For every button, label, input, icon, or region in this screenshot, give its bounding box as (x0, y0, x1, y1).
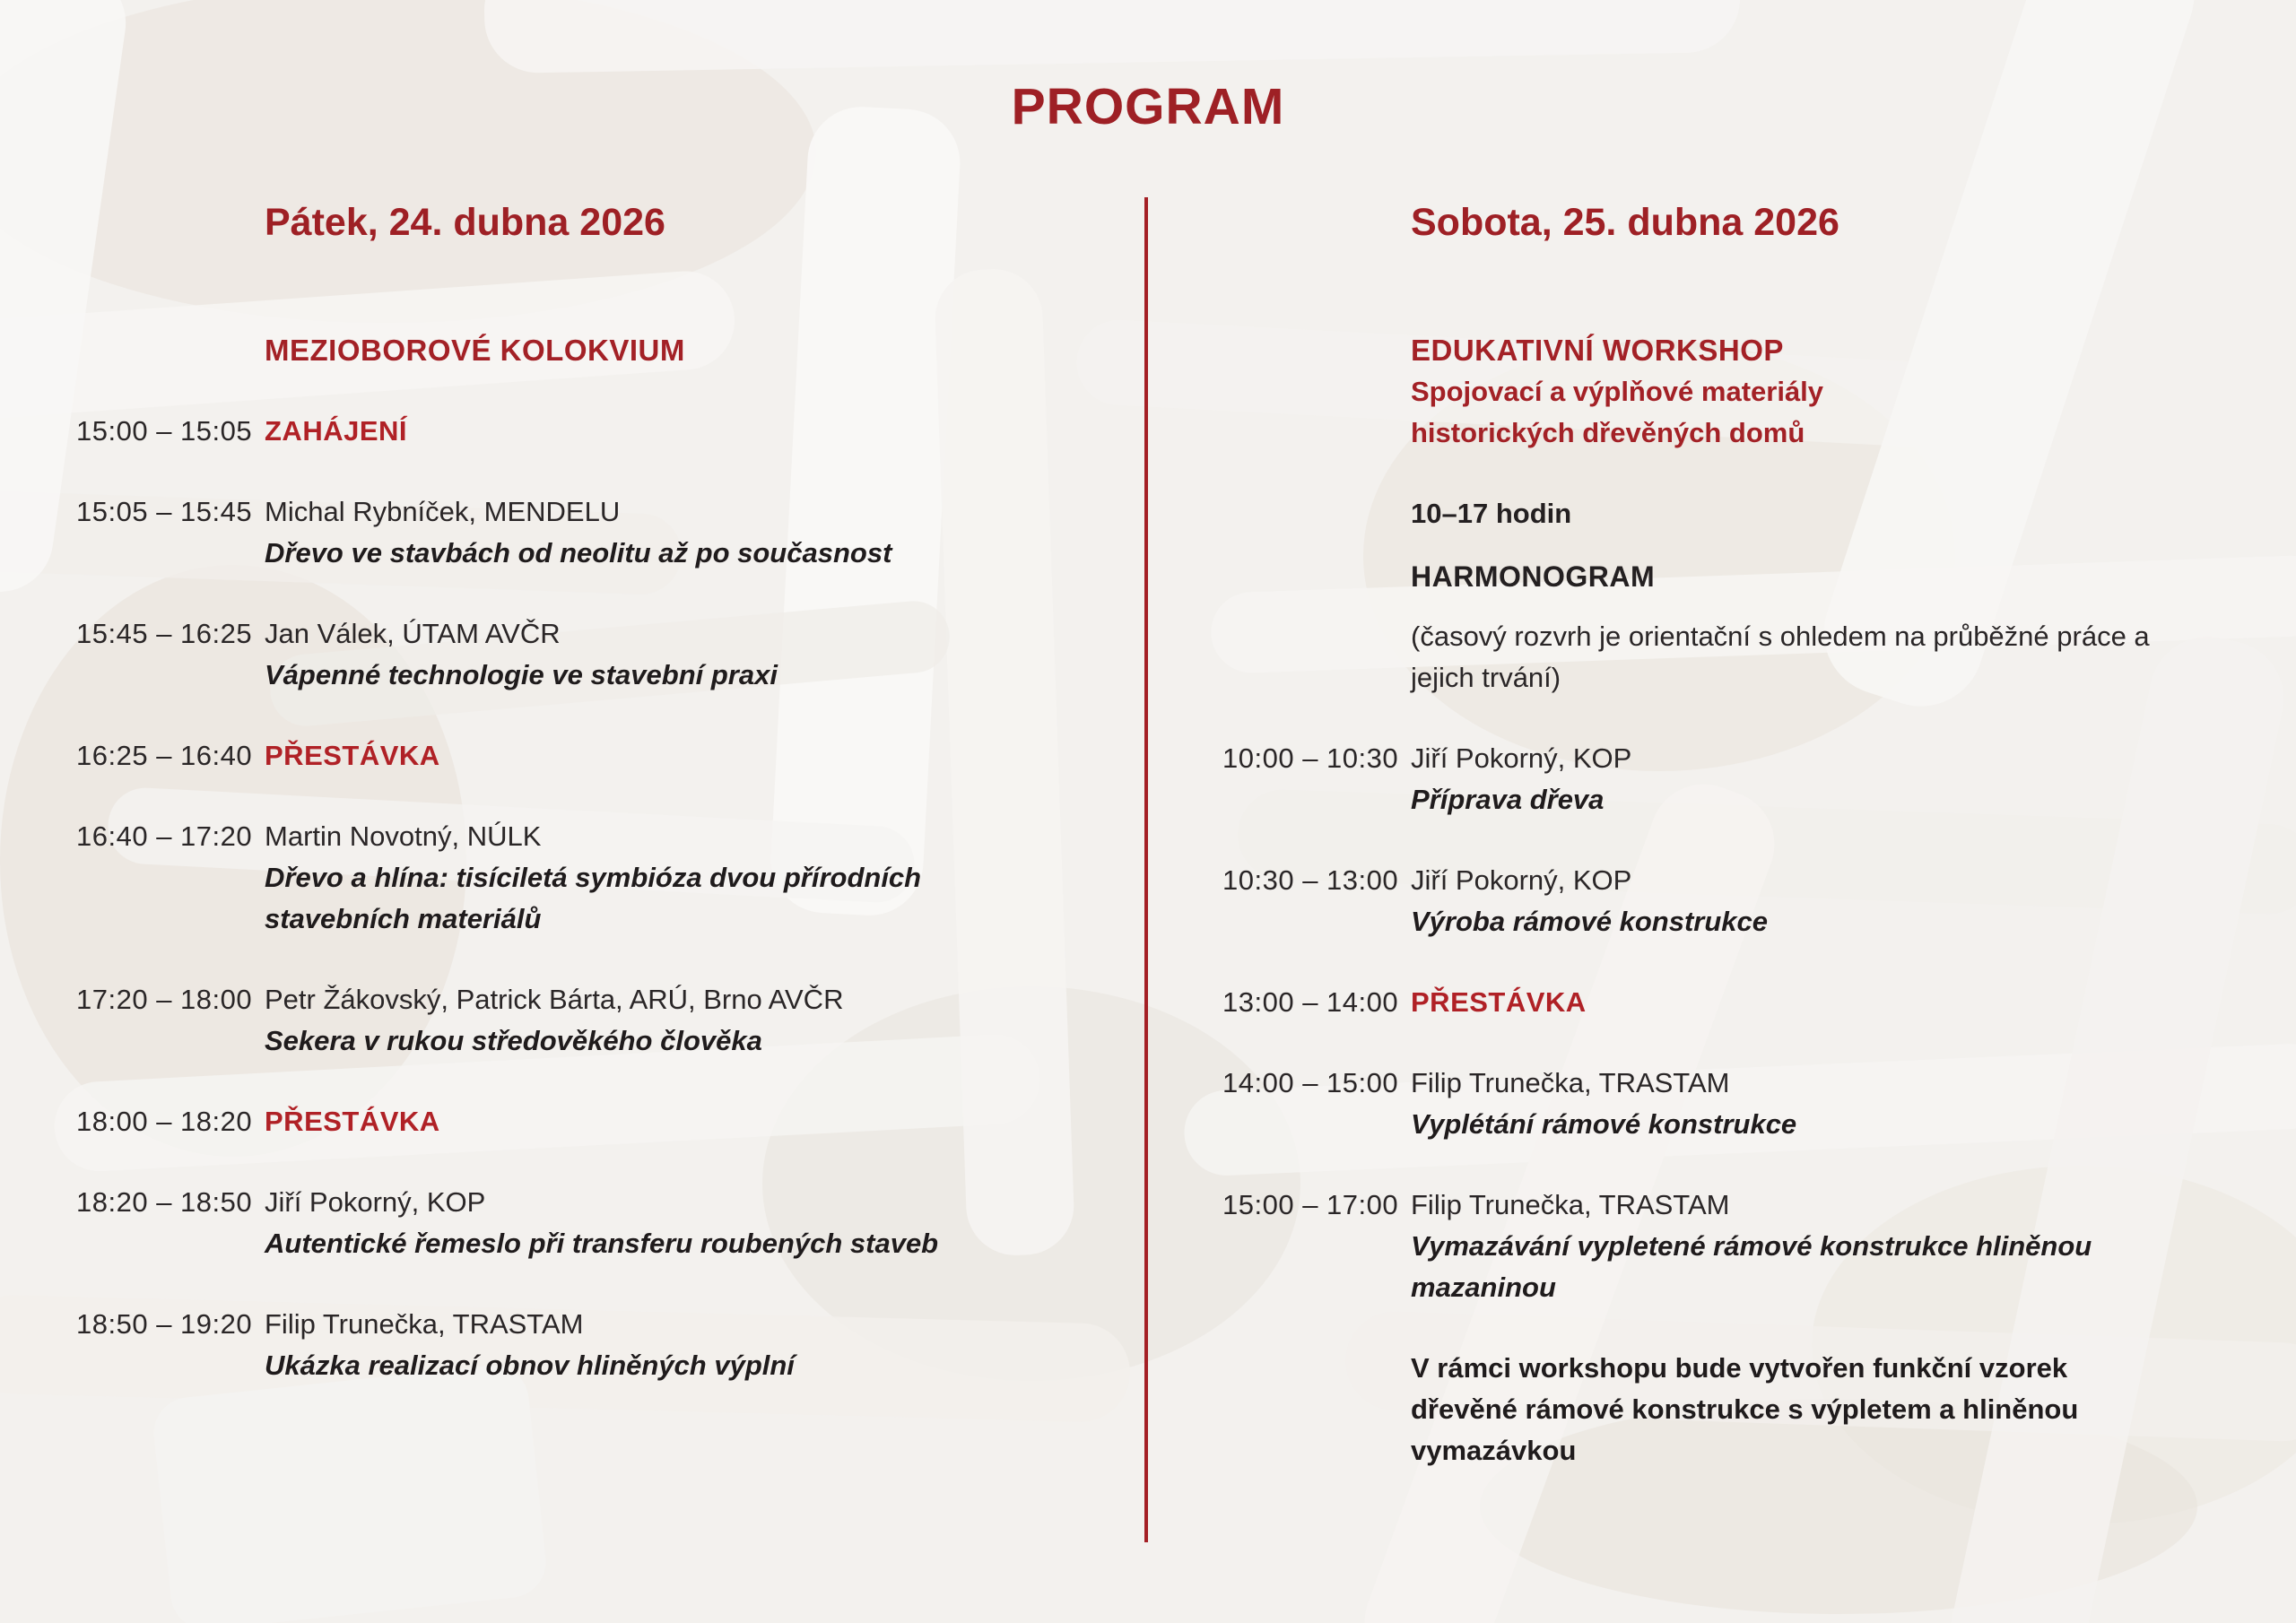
saturday-column (1222, 199, 2263, 1471)
session-cell (265, 491, 1117, 574)
schedule-row (76, 411, 1117, 452)
speaker-name: Filip Trunečka, TRASTAM (265, 1308, 584, 1340)
talk-title: Příprava dřeva (1411, 784, 1605, 815)
speaker-name: Filip Trunečka, TRASTAM (1411, 1067, 1730, 1098)
workshop-result-note: V rámci workshopu bude vytvořen funkční vzorek dřevěné rámové konstrukce s výpletem a hliněnou vymazávkou (1411, 1352, 2079, 1466)
talk-title: Vyplétání rámové konstrukce (1411, 1108, 1797, 1140)
saturday-section-subtitle: Spojovací a výplňové materiály historických dřevěných domů (1411, 376, 1824, 448)
talk-title: Sekera v rukou středověkého člověka (265, 1025, 762, 1056)
break-label: PŘESTÁVKA (265, 1106, 440, 1137)
session-cell (1411, 1063, 2263, 1145)
break-label: ZAHÁJENÍ (265, 415, 408, 447)
schedule-row (1222, 738, 2263, 820)
talk-title: Vymazávání vypletené rámové konstrukce hliněnou mazaninou (1411, 1230, 2092, 1303)
speaker-name: Jiří Pokorný, KOP (1411, 742, 1632, 774)
schedule-row (76, 613, 1117, 696)
schedule-row (76, 979, 1117, 1062)
friday-schedule-rows (76, 411, 1117, 1386)
talk-title: Dřevo ve stavbách od neolitu až po současnost (265, 537, 892, 568)
talk-title: Ukázka realizací obnov hliněných výplní (265, 1350, 795, 1381)
session-cell (1411, 738, 2263, 820)
break-label: PŘESTÁVKA (1411, 986, 1587, 1018)
column-divider-line (1144, 197, 1148, 1542)
friday-section-heading: MEZIOBOROVÉ KOLOKVIUM (265, 334, 685, 367)
time-range: 18:20 – 18:50 (76, 1186, 253, 1218)
speaker-name: Jiří Pokorný, KOP (1411, 864, 1632, 896)
speaker-name: Jiří Pokorný, KOP (265, 1186, 486, 1218)
saturday-section-heading: EDUKATIVNÍ WORKSHOP (1411, 334, 1784, 367)
saturday-schedule-heading: HARMONOGRAM (1411, 560, 1656, 593)
time-range: 15:00 – 17:00 (1222, 1189, 1399, 1220)
friday-column (76, 199, 1117, 1426)
session-cell (265, 411, 1117, 452)
time-range: 15:00 – 15:05 (76, 415, 253, 447)
saturday-schedule-rows (1222, 738, 2263, 1308)
time-range: 10:00 – 10:30 (1222, 742, 1399, 774)
talk-title: Autentické řemeslo při transferu roubených staveb (265, 1228, 939, 1259)
speaker-name: Petr Žákovský, Patrick Bárta, ARÚ, Brno AVČR (265, 984, 844, 1015)
session-cell (265, 979, 1117, 1062)
time-range: 13:00 – 14:00 (1222, 986, 1399, 1018)
session-cell (265, 735, 1117, 777)
schedule-row (1222, 1063, 2263, 1145)
schedule-row (76, 1304, 1117, 1386)
session-cell (1411, 982, 2263, 1023)
speaker-name: Filip Trunečka, TRASTAM (1411, 1189, 1730, 1220)
session-cell (265, 1101, 1117, 1142)
schedule-row (1222, 1185, 2263, 1308)
talk-title: Vápenné technologie ve stavební praxi (265, 659, 778, 690)
time-range: 18:50 – 19:20 (76, 1308, 253, 1340)
speaker-name: Jan Válek, ÚTAM AVČR (265, 618, 561, 649)
schedule-row (1222, 860, 2263, 942)
talk-title: Dřevo a hlína: tisíciletá symbióza dvou přírodních stavebních materiálů (265, 862, 922, 934)
session-cell (265, 816, 1117, 940)
time-range: 10:30 – 13:00 (1222, 864, 1399, 896)
schedule-row (76, 816, 1117, 940)
session-cell (265, 613, 1117, 696)
friday-day-title: Pátek, 24. dubna 2026 (265, 201, 665, 244)
time-range: 15:05 – 15:45 (76, 496, 253, 527)
saturday-day-title: Sobota, 25. dubna 2026 (1411, 201, 1839, 244)
time-range: 15:45 – 16:25 (76, 618, 253, 649)
schedule-row (76, 735, 1117, 777)
time-range: 17:20 – 18:00 (76, 984, 253, 1015)
schedule-row (76, 491, 1117, 574)
time-range: 18:00 – 18:20 (76, 1106, 253, 1137)
talk-title: Výroba rámové konstrukce (1411, 906, 1769, 937)
time-range: 16:40 – 17:20 (76, 820, 253, 852)
session-cell (265, 1304, 1117, 1386)
saturday-schedule-note: (časový rozvrh je orientační s ohledem na průběžné práce a jejich trvání) (1411, 621, 2150, 693)
schedule-row (76, 1101, 1117, 1142)
page-title: PROGRAM (1011, 78, 1285, 135)
time-range: 16:25 – 16:40 (76, 740, 253, 771)
schedule-row (76, 1182, 1117, 1264)
schedule-row (1222, 982, 2263, 1023)
speaker-name: Martin Novotný, NÚLK (265, 820, 542, 852)
saturday-hours: 10–17 hodin (1411, 498, 1572, 529)
session-cell (1411, 860, 2263, 942)
break-label: PŘESTÁVKA (265, 740, 440, 771)
session-cell (1411, 1185, 2263, 1308)
time-range: 14:00 – 15:00 (1222, 1067, 1399, 1098)
session-cell (265, 1182, 1117, 1264)
speaker-name: Michal Rybníček, MENDELU (265, 496, 621, 527)
